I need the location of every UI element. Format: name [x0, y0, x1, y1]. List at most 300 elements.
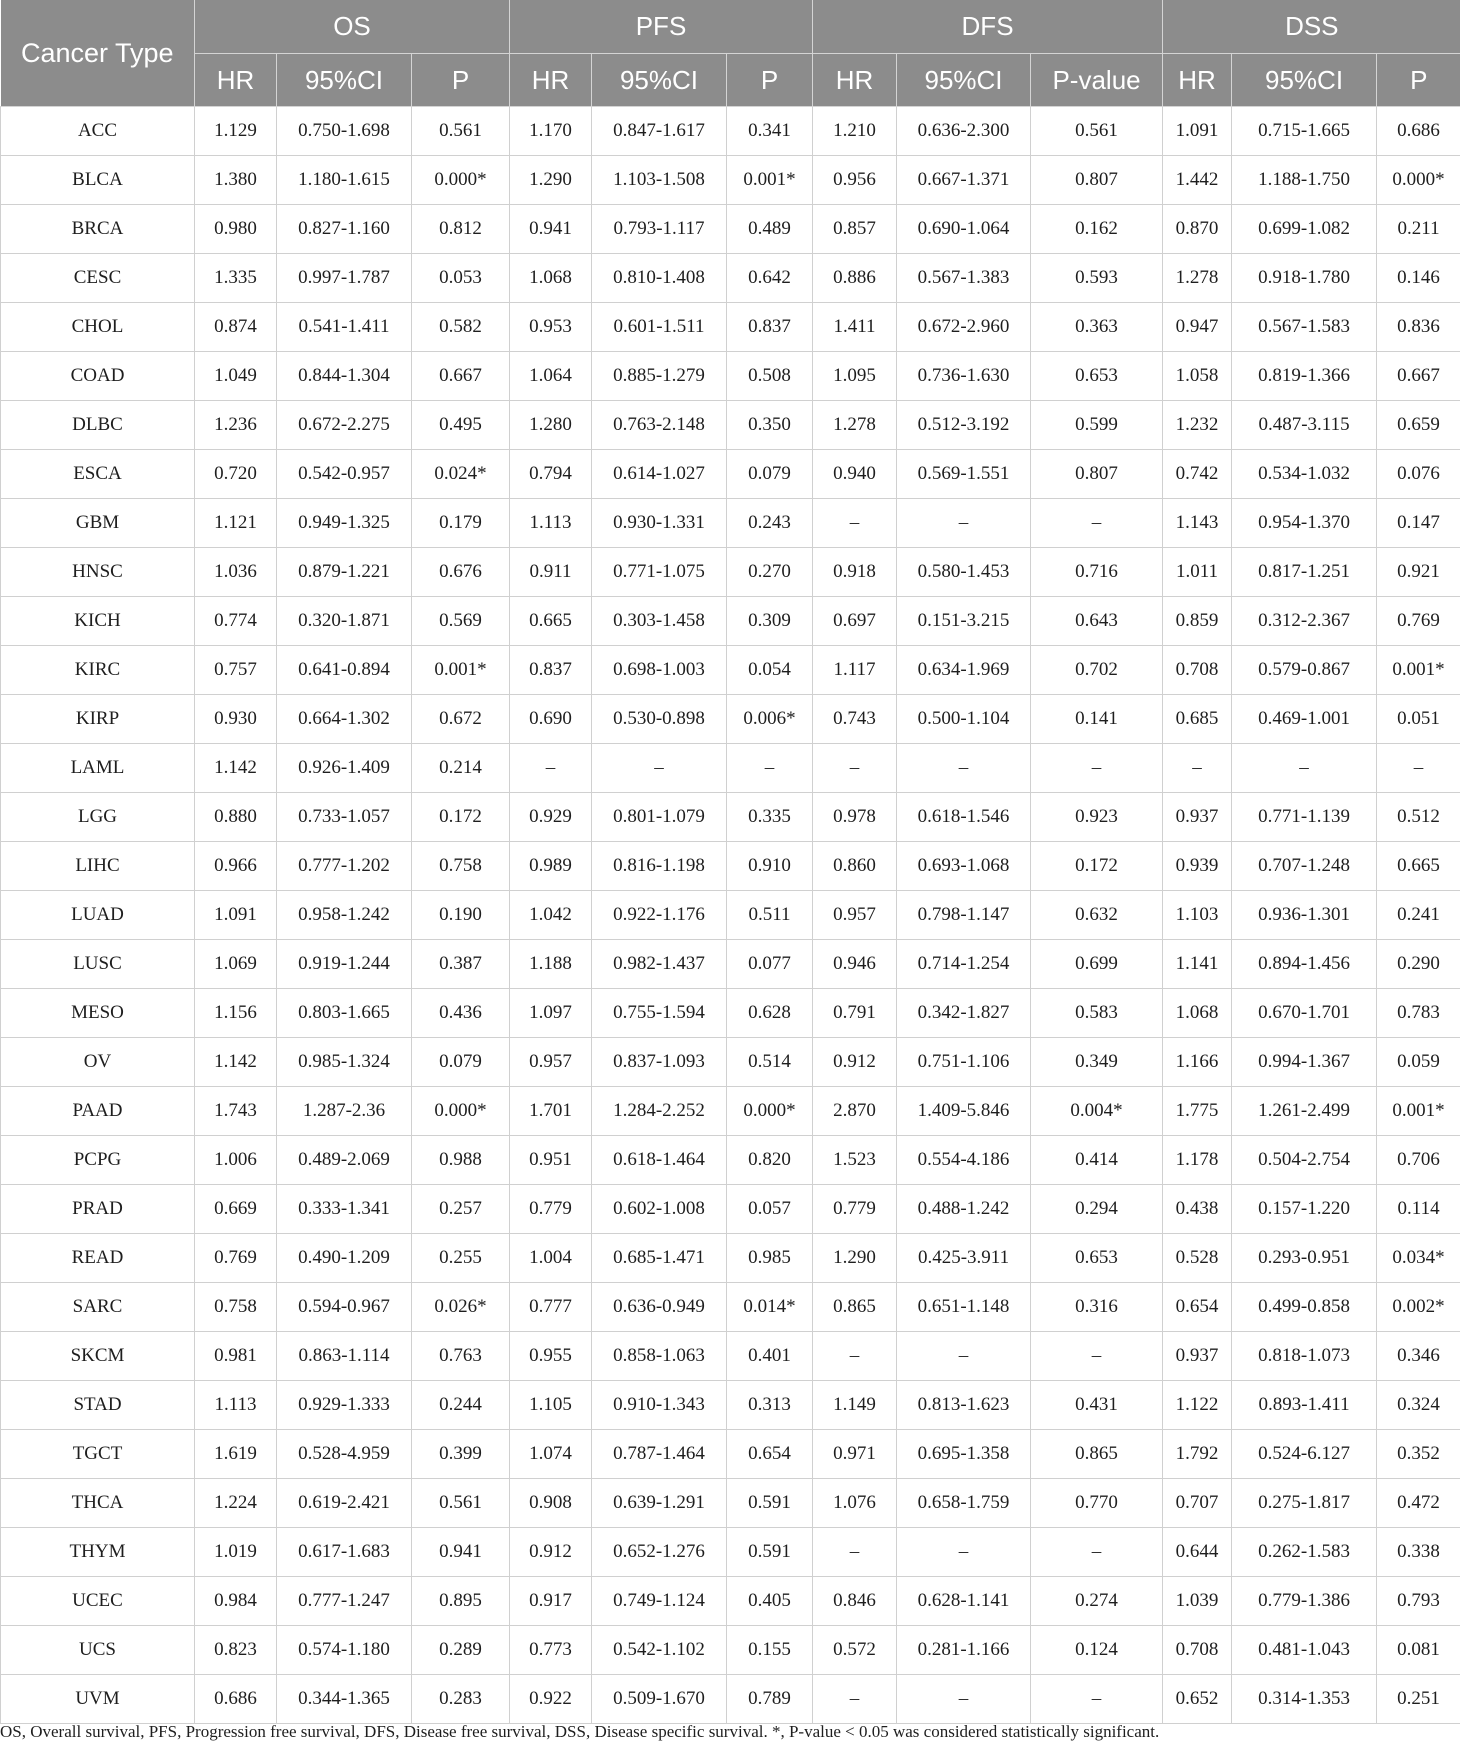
value-cell: 0.026* [412, 1283, 510, 1332]
table-row [1, 1234, 1460, 1283]
value-cell: 0.653 [1031, 1234, 1163, 1283]
table-row [1, 1185, 1460, 1234]
value-cell: 0.349 [1031, 1038, 1163, 1087]
value-cell: 0.601-1.511 [592, 303, 727, 352]
value-cell: 0.352 [1377, 1430, 1460, 1479]
value-cell: 1.335 [195, 254, 277, 303]
value-cell: 0.488-1.242 [897, 1185, 1031, 1234]
value-cell: 1.411 [813, 303, 897, 352]
value-cell: 0.628 [727, 989, 813, 1038]
value-cell: 0.763 [412, 1332, 510, 1381]
table-row [1, 107, 1460, 156]
value-cell: 1.236 [195, 401, 277, 450]
value-cell: 0.659 [1377, 401, 1460, 450]
value-cell: 0.000* [727, 1087, 813, 1136]
value-cell: 0.698-1.003 [592, 646, 727, 695]
value-cell: 0.438 [1163, 1185, 1232, 1234]
cancer-type-cell: READ [1, 1234, 195, 1283]
table-row [1, 303, 1460, 352]
value-cell: 1.792 [1163, 1430, 1232, 1479]
value-cell: 0.270 [727, 548, 813, 597]
value-cell: 0.895 [412, 1577, 510, 1626]
value-cell: – [1031, 1528, 1163, 1577]
value-cell: 0.014* [727, 1283, 813, 1332]
value-cell: 1.095 [813, 352, 897, 401]
cancer-type-cell: LUAD [1, 891, 195, 940]
value-cell: – [1163, 744, 1232, 793]
cancer-type-cell: PRAD [1, 1185, 195, 1234]
value-cell: 0.749-1.124 [592, 1577, 727, 1626]
value-cell: 0.333-1.341 [277, 1185, 412, 1234]
value-cell: 0.771-1.139 [1232, 793, 1377, 842]
value-cell: – [813, 1675, 897, 1724]
value-cell: 0.309 [727, 597, 813, 646]
value-cell: 0.926-1.409 [277, 744, 412, 793]
value-cell: 0.561 [412, 107, 510, 156]
value-cell: 0.918 [813, 548, 897, 597]
value-cell: 1.113 [510, 499, 592, 548]
value-cell: 0.908 [510, 1479, 592, 1528]
value-cell: 1.280 [510, 401, 592, 450]
value-cell: 0.847-1.617 [592, 107, 727, 156]
value-cell: – [897, 499, 1031, 548]
cancer-type-cell: PCPG [1, 1136, 195, 1185]
value-cell: 0.667 [1377, 352, 1460, 401]
value-cell: 0.320-1.871 [277, 597, 412, 646]
table-row [1, 499, 1460, 548]
value-cell: 0.779 [510, 1185, 592, 1234]
value-cell: 0.937 [1163, 1332, 1232, 1381]
column-header: 95%CI [592, 54, 727, 107]
value-cell: 0.024* [412, 450, 510, 499]
value-cell: 0.436 [412, 989, 510, 1038]
header-row-columns [1, 54, 1460, 107]
value-cell: 0.818-1.073 [1232, 1332, 1377, 1381]
value-cell: 0.929-1.333 [277, 1381, 412, 1430]
value-cell: 0.665 [1377, 842, 1460, 891]
table-row [1, 1038, 1460, 1087]
value-cell: 0.303-1.458 [592, 597, 727, 646]
value-cell: 0.312-2.367 [1232, 597, 1377, 646]
cancer-type-cell: BRCA [1, 205, 195, 254]
value-cell: 0.783 [1377, 989, 1460, 1038]
value-cell: 1.141 [1163, 940, 1232, 989]
cancer-type-cell: STAD [1, 1381, 195, 1430]
value-cell: 0.667 [412, 352, 510, 401]
value-cell: 0.241 [1377, 891, 1460, 940]
table-row [1, 254, 1460, 303]
value-cell: 0.342-1.827 [897, 989, 1031, 1038]
value-cell: – [897, 1332, 1031, 1381]
value-cell: 0.894-1.456 [1232, 940, 1377, 989]
cancer-type-cell: LUSC [1, 940, 195, 989]
value-cell: 0.414 [1031, 1136, 1163, 1185]
value-cell: 0.769 [195, 1234, 277, 1283]
value-cell: 0.836 [1377, 303, 1460, 352]
cancer-type-cell: KICH [1, 597, 195, 646]
value-cell: 0.580-1.453 [897, 548, 1031, 597]
value-cell: 1.019 [195, 1528, 277, 1577]
value-cell: 0.798-1.147 [897, 891, 1031, 940]
table-row [1, 1381, 1460, 1430]
value-cell: 0.859 [1163, 597, 1232, 646]
value-cell: 1.074 [510, 1430, 592, 1479]
value-cell: 0.593 [1031, 254, 1163, 303]
value-cell: 0.594-0.967 [277, 1283, 412, 1332]
value-cell: 0.281-1.166 [897, 1626, 1031, 1675]
value-cell: 0.632 [1031, 891, 1163, 940]
value-cell: 0.685-1.471 [592, 1234, 727, 1283]
value-cell: 0.244 [412, 1381, 510, 1430]
value-cell: 0.669 [195, 1185, 277, 1234]
value-cell: 0.773 [510, 1626, 592, 1675]
value-cell: 0.313 [727, 1381, 813, 1430]
value-cell: 0.758 [195, 1283, 277, 1332]
value-cell: 0.807 [1031, 450, 1163, 499]
column-header: P [1377, 54, 1460, 107]
value-cell: 0.561 [412, 1479, 510, 1528]
value-cell: 0.750-1.698 [277, 107, 412, 156]
table-row [1, 450, 1460, 499]
value-cell: 1.064 [510, 352, 592, 401]
value-cell: 0.886 [813, 254, 897, 303]
value-cell: 0.293-0.951 [1232, 1234, 1377, 1283]
cancer-type-cell: UCEC [1, 1577, 195, 1626]
value-cell: 0.954-1.370 [1232, 499, 1377, 548]
value-cell: – [1377, 744, 1460, 793]
value-cell: 0.255 [412, 1234, 510, 1283]
column-header: P-value [1031, 54, 1163, 107]
cancer-type-cell: PAAD [1, 1087, 195, 1136]
value-cell: 0.524-6.127 [1232, 1430, 1377, 1479]
value-cell: 1.142 [195, 1038, 277, 1087]
value-cell: 0.955 [510, 1332, 592, 1381]
value-cell: 0.528-4.959 [277, 1430, 412, 1479]
value-cell: 1.224 [195, 1479, 277, 1528]
value-cell: 0.755-1.594 [592, 989, 727, 1038]
value-cell: 0.617-1.683 [277, 1528, 412, 1577]
value-cell: 0.865 [1031, 1430, 1163, 1479]
value-cell: 0.918-1.780 [1232, 254, 1377, 303]
value-cell: 0.639-1.291 [592, 1479, 727, 1528]
table-row [1, 597, 1460, 646]
value-cell: 0.405 [727, 1577, 813, 1626]
value-cell: 0.858-1.063 [592, 1332, 727, 1381]
table-row [1, 842, 1460, 891]
value-cell: 0.699-1.082 [1232, 205, 1377, 254]
value-cell: 0.860 [813, 842, 897, 891]
value-cell: 0.820 [727, 1136, 813, 1185]
value-cell: 0.431 [1031, 1381, 1163, 1430]
value-cell: 1.743 [195, 1087, 277, 1136]
value-cell: 0.971 [813, 1430, 897, 1479]
value-cell: 0.951 [510, 1136, 592, 1185]
value-cell: 0.923 [1031, 793, 1163, 842]
cancer-type-cell: LAML [1, 744, 195, 793]
value-cell: 0.314-1.353 [1232, 1675, 1377, 1724]
value-cell: 0.211 [1377, 205, 1460, 254]
value-cell: 0.929 [510, 793, 592, 842]
value-cell: 0.583 [1031, 989, 1163, 1038]
value-cell: 0.693-1.068 [897, 842, 1031, 891]
column-header: HR [510, 54, 592, 107]
value-cell: 0.664-1.302 [277, 695, 412, 744]
value-cell: – [592, 744, 727, 793]
value-cell: 0.076 [1377, 450, 1460, 499]
value-cell: 0.837 [727, 303, 813, 352]
value-cell: 1.287-2.36 [277, 1087, 412, 1136]
table-row [1, 1577, 1460, 1626]
value-cell: 0.508 [727, 352, 813, 401]
value-cell: 0.803-1.665 [277, 989, 412, 1038]
value-cell: 1.004 [510, 1234, 592, 1283]
value-cell: 0.827-1.160 [277, 205, 412, 254]
value-cell: 0.672-2.275 [277, 401, 412, 450]
value-cell: 0.147 [1377, 499, 1460, 548]
value-cell: – [727, 744, 813, 793]
value-cell: 0.487-3.115 [1232, 401, 1377, 450]
value-cell: 0.686 [1377, 107, 1460, 156]
value-cell: 0.001* [1377, 1087, 1460, 1136]
value-cell: 0.051 [1377, 695, 1460, 744]
value-cell: 0.742 [1163, 450, 1232, 499]
value-cell: 0.316 [1031, 1283, 1163, 1332]
header-dfs: DFS [813, 0, 1163, 54]
value-cell: 0.509-1.670 [592, 1675, 727, 1724]
cancer-type-cell: DLBC [1, 401, 195, 450]
header-row-groups [1, 0, 1460, 54]
value-cell: 0.651-1.148 [897, 1283, 1031, 1332]
value-cell: 0.665 [510, 597, 592, 646]
value-cell: 1.166 [1163, 1038, 1232, 1087]
value-cell: 0.807 [1031, 156, 1163, 205]
value-cell: 0.793 [1377, 1577, 1460, 1626]
value-cell: 0.275-1.817 [1232, 1479, 1377, 1528]
value-cell: 0.554-4.186 [897, 1136, 1031, 1185]
table-row [1, 1479, 1460, 1528]
value-cell: 0.006* [727, 695, 813, 744]
value-cell: 0.572 [813, 1626, 897, 1675]
value-cell: 1.103-1.508 [592, 156, 727, 205]
value-cell: 0.791 [813, 989, 897, 1038]
value-cell: 0.941 [412, 1528, 510, 1577]
value-cell: 0.618-1.464 [592, 1136, 727, 1185]
value-cell: 0.658-1.759 [897, 1479, 1031, 1528]
cancer-type-cell: COAD [1, 352, 195, 401]
value-cell: 1.006 [195, 1136, 277, 1185]
cancer-type-cell: UCS [1, 1626, 195, 1675]
value-cell: 0.324 [1377, 1381, 1460, 1430]
value-cell: 0.921 [1377, 548, 1460, 597]
value-cell: 0.472 [1377, 1479, 1460, 1528]
value-cell: 0.939 [1163, 842, 1232, 891]
cancer-type-cell: KIRP [1, 695, 195, 744]
value-cell: 0.958-1.242 [277, 891, 412, 940]
value-cell: 0.641-0.894 [277, 646, 412, 695]
cancer-type-cell: CHOL [1, 303, 195, 352]
column-header: HR [1163, 54, 1232, 107]
table-row [1, 1430, 1460, 1479]
value-cell: 0.335 [727, 793, 813, 842]
value-cell: 0.994-1.367 [1232, 1038, 1377, 1087]
value-cell: 1.775 [1163, 1087, 1232, 1136]
column-header: 95%CI [277, 54, 412, 107]
value-cell: 0.846 [813, 1577, 897, 1626]
value-cell: – [1031, 499, 1163, 548]
cancer-type-cell: BLCA [1, 156, 195, 205]
value-cell: 0.777-1.202 [277, 842, 412, 891]
value-cell: 0.289 [412, 1626, 510, 1675]
column-header: HR [813, 54, 897, 107]
value-cell: 0.399 [412, 1430, 510, 1479]
value-cell: – [1232, 744, 1377, 793]
value-cell: 0.257 [412, 1185, 510, 1234]
cancer-type-cell: LIHC [1, 842, 195, 891]
value-cell: – [897, 744, 1031, 793]
header-cancer-type: Cancer Type [1, 0, 195, 107]
value-cell: 0.957 [813, 891, 897, 940]
value-cell: 0.654 [1163, 1283, 1232, 1332]
value-cell: 0.528 [1163, 1234, 1232, 1283]
cancer-type-cell: ACC [1, 107, 195, 156]
value-cell: 0.733-1.057 [277, 793, 412, 842]
value-cell: 0.500-1.104 [897, 695, 1031, 744]
value-cell: 0.499-0.858 [1232, 1283, 1377, 1332]
value-cell: 0.757 [195, 646, 277, 695]
value-cell: 0.813-1.623 [897, 1381, 1031, 1430]
value-cell: – [897, 1528, 1031, 1577]
value-cell: 0.758 [412, 842, 510, 891]
value-cell: 0.079 [727, 450, 813, 499]
value-cell: 0.685 [1163, 695, 1232, 744]
value-cell: 0.707 [1163, 1479, 1232, 1528]
value-cell: 0.511 [727, 891, 813, 940]
value-cell: – [897, 1675, 1031, 1724]
value-cell: 0.708 [1163, 646, 1232, 695]
value-cell: 1.042 [510, 891, 592, 940]
value-cell: 0.708 [1163, 1626, 1232, 1675]
value-cell: 0.912 [813, 1038, 897, 1087]
value-cell: 0.643 [1031, 597, 1163, 646]
value-cell: 0.912 [510, 1528, 592, 1577]
value-cell: 0.114 [1377, 1185, 1460, 1234]
value-cell: 0.690 [510, 695, 592, 744]
value-cell: 0.695-1.358 [897, 1430, 1031, 1479]
value-cell: 0.350 [727, 401, 813, 450]
value-cell: – [813, 1528, 897, 1577]
table-footnote: OS, Overall survival, PFS, Progression free survival, DFS, Disease free survival, DSS, Disease specific survival. *, P-value < 0.05 was considered statistically significant. [0, 1722, 1160, 1741]
value-cell: 1.011 [1163, 548, 1232, 597]
value-cell: 0.819-1.366 [1232, 352, 1377, 401]
value-cell: 0.512 [1377, 793, 1460, 842]
value-cell: 1.091 [1163, 107, 1232, 156]
value-cell: 1.409-5.846 [897, 1087, 1031, 1136]
value-cell: 1.523 [813, 1136, 897, 1185]
cancer-type-cell: OV [1, 1038, 195, 1087]
value-cell: 0.837 [510, 646, 592, 695]
value-cell: 0.981 [195, 1332, 277, 1381]
value-cell: 0.957 [510, 1038, 592, 1087]
value-cell: 0.715-1.665 [1232, 107, 1377, 156]
table-row [1, 401, 1460, 450]
table-row [1, 891, 1460, 940]
cancer-type-cell: TGCT [1, 1430, 195, 1479]
value-cell: 0.690-1.064 [897, 205, 1031, 254]
value-cell: 0.636-2.300 [897, 107, 1031, 156]
table-row [1, 695, 1460, 744]
header-pfs: PFS [510, 0, 813, 54]
value-cell: 0.911 [510, 548, 592, 597]
value-cell: 0.946 [813, 940, 897, 989]
value-cell: 0.817-1.251 [1232, 548, 1377, 597]
table-row [1, 793, 1460, 842]
table-row [1, 1283, 1460, 1332]
value-cell: 0.794 [510, 450, 592, 499]
value-cell: 0.561 [1031, 107, 1163, 156]
value-cell: 1.122 [1163, 1381, 1232, 1430]
value-cell: 1.105 [510, 1381, 592, 1430]
value-cell: 0.917 [510, 1577, 592, 1626]
value-cell: 0.779-1.386 [1232, 1577, 1377, 1626]
value-cell: – [1031, 1332, 1163, 1381]
value-cell: 0.697 [813, 597, 897, 646]
value-cell: 1.180-1.615 [277, 156, 412, 205]
value-cell: 0.652-1.276 [592, 1528, 727, 1577]
value-cell: 0.179 [412, 499, 510, 548]
value-cell: 0.743 [813, 695, 897, 744]
column-header: HR [195, 54, 277, 107]
value-cell: 0.574-1.180 [277, 1626, 412, 1675]
value-cell: 0.716 [1031, 548, 1163, 597]
value-cell: 0.910 [727, 842, 813, 891]
value-cell: 0.469-1.001 [1232, 695, 1377, 744]
table-row [1, 1136, 1460, 1185]
value-cell: 0.000* [412, 1087, 510, 1136]
value-cell: 1.068 [1163, 989, 1232, 1038]
value-cell: 0.054 [727, 646, 813, 695]
value-cell: 0.667-1.371 [897, 156, 1031, 205]
value-cell: 1.170 [510, 107, 592, 156]
value-cell: 0.534-1.032 [1232, 450, 1377, 499]
value-cell: 0.714-1.254 [897, 940, 1031, 989]
value-cell: 0.636-0.949 [592, 1283, 727, 1332]
value-cell: 0.982-1.437 [592, 940, 727, 989]
value-cell: 0.081 [1377, 1626, 1460, 1675]
cancer-type-cell: ESCA [1, 450, 195, 499]
value-cell: 0.751-1.106 [897, 1038, 1031, 1087]
value-cell: 0.844-1.304 [277, 352, 412, 401]
value-cell: 0.789 [727, 1675, 813, 1724]
value-cell: 0.530-0.898 [592, 695, 727, 744]
value-cell: 0.214 [412, 744, 510, 793]
value-cell: 1.380 [195, 156, 277, 205]
value-cell: 0.599 [1031, 401, 1163, 450]
value-cell: 0.124 [1031, 1626, 1163, 1675]
value-cell: 0.567-1.583 [1232, 303, 1377, 352]
value-cell: 0.949-1.325 [277, 499, 412, 548]
value-cell: 0.676 [412, 548, 510, 597]
value-cell: 0.243 [727, 499, 813, 548]
value-cell: 0.936-1.301 [1232, 891, 1377, 940]
value-cell: 0.425-3.911 [897, 1234, 1031, 1283]
value-cell: 1.210 [813, 107, 897, 156]
value-cell: 1.068 [510, 254, 592, 303]
value-cell: 0.504-2.754 [1232, 1136, 1377, 1185]
table-row [1, 205, 1460, 254]
value-cell: 0.634-1.969 [897, 646, 1031, 695]
value-cell: 0.262-1.583 [1232, 1528, 1377, 1577]
value-cell: – [510, 744, 592, 793]
